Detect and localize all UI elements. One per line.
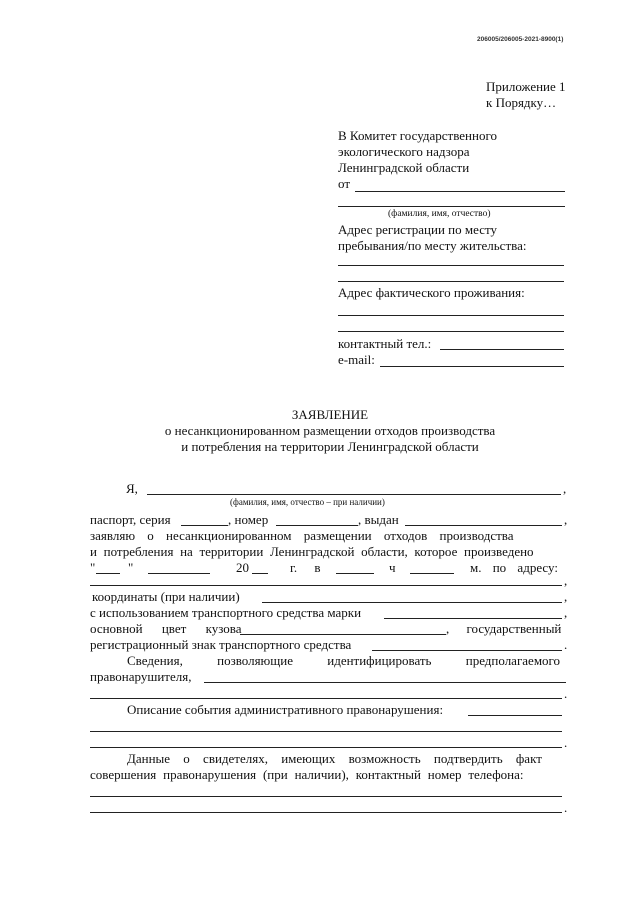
ya-label: Я, — [126, 481, 138, 496]
addressee-line-1: В Комитет государственного — [338, 128, 497, 143]
phone-label: контактный тел.: — [338, 336, 432, 351]
email-label: e-mail: — [338, 352, 375, 367]
appendix-line-2: к Порядку… — [486, 95, 557, 110]
offender-label: правонарушителя, — [90, 669, 192, 684]
reg-address-label-2: пребывания/по месту жительства: — [338, 238, 527, 253]
period-3: . — [564, 735, 568, 750]
vehicle-brand-blank[interactable] — [384, 618, 562, 619]
email-blank-line[interactable] — [380, 366, 564, 367]
witness-blank-1[interactable] — [90, 796, 562, 797]
comma-2: , — [564, 512, 568, 527]
actual-address-blank-2[interactable] — [338, 331, 564, 332]
offender-info-text: Сведения, позволяющие идентифицировать предполагаемого — [127, 653, 561, 668]
reg-address-blank-1[interactable] — [338, 265, 564, 266]
witness-text-2: совершения правонарушения (при наличии), контактный номер телефона: — [90, 767, 524, 782]
actual-address-blank-1[interactable] — [338, 315, 564, 316]
day-blank[interactable] — [96, 573, 120, 574]
witness-blank-2[interactable] — [90, 812, 562, 813]
coordinates-blank[interactable] — [262, 602, 562, 603]
address-blank[interactable] — [90, 585, 562, 586]
reg-address-label-1: Адрес регистрации по месту — [338, 222, 497, 237]
witness-text-1: Данные о свидетелях, имеющих возможность подтвердить факт — [127, 751, 542, 766]
coordinates-label: координаты (при наличии) — [92, 589, 240, 604]
quote-close: " — [128, 560, 134, 575]
period-2: . — [564, 686, 568, 701]
g-v-label: г. в — [290, 560, 321, 575]
comma-3: , — [564, 573, 568, 588]
from-blank-line[interactable] — [355, 191, 565, 192]
event-blank-1[interactable] — [468, 715, 562, 716]
consumption-text: и потребления на территории Ленинградской области, которое произведено — [90, 544, 534, 559]
month-blank[interactable] — [148, 573, 210, 574]
document-code: 206005/206005-2021-8900(1) — [477, 36, 564, 43]
addressee-line-3: Ленинградской области — [338, 160, 470, 175]
passport-series-label: паспорт, серия — [90, 512, 171, 527]
quote-open: " — [90, 560, 96, 575]
declare-text: заявляю о несанкционированном размещении отходов производства — [90, 528, 514, 543]
event-blank-3[interactable] — [90, 747, 562, 748]
passport-number-label: , номер — [228, 512, 269, 527]
year-blank[interactable] — [252, 573, 268, 574]
actual-address-label: Адрес фактического проживания: — [338, 285, 525, 300]
minute-blank[interactable] — [410, 573, 454, 574]
body-color-blank[interactable] — [240, 634, 446, 635]
reg-plate-blank[interactable] — [372, 650, 562, 651]
event-blank-2[interactable] — [90, 731, 562, 732]
applicant-fio-blank[interactable] — [147, 494, 561, 495]
hour-blank[interactable] — [336, 573, 374, 574]
hour-label: ч — [389, 560, 396, 575]
from-blank-line-2[interactable] — [338, 206, 565, 207]
year-prefix: 20 — [236, 560, 249, 575]
period-4: . — [564, 800, 568, 815]
address-label: м. по адресу: — [470, 560, 558, 575]
passport-issued-blank[interactable] — [405, 525, 562, 526]
fio-caption: (фамилия, имя, отчество) — [388, 209, 491, 219]
document-subtitle-1: о несанкционированном размещении отходов производства — [164, 423, 496, 438]
passport-issued-label: , выдан — [358, 512, 399, 527]
passport-number-blank[interactable] — [276, 525, 358, 526]
offender-blank-1[interactable] — [204, 682, 566, 683]
comma-1: , — [563, 481, 567, 496]
vehicle-brand-label: с использованием транспортного средства марки — [90, 605, 362, 620]
addressee-line-2: экологического надзора — [338, 144, 470, 159]
reg-address-blank-2[interactable] — [338, 281, 564, 282]
offender-blank-2[interactable] — [90, 698, 562, 699]
appendix-line-1: Приложение 1 — [486, 79, 566, 94]
document-subtitle-2: и потребления на территории Ленинградской области — [181, 439, 479, 454]
event-description-label: Описание события административного правонарушения: — [127, 702, 444, 717]
reg-plate-label: регистрационный знак транспортного средства — [90, 637, 352, 652]
from-label: от — [338, 176, 351, 191]
phone-blank-line[interactable] — [440, 349, 564, 350]
comma-5: , — [564, 605, 568, 620]
body-color-label: основной цвет кузова — [90, 621, 242, 636]
applicant-fio-caption: (фамилия, имя, отчество – при наличии) — [230, 497, 385, 507]
passport-series-blank[interactable] — [181, 525, 228, 526]
state-plate-label: , государственный — [446, 621, 562, 636]
document-title: ЗАЯВЛЕНИЕ — [291, 407, 369, 422]
period-1: . — [564, 637, 568, 652]
comma-4: , — [564, 589, 568, 604]
